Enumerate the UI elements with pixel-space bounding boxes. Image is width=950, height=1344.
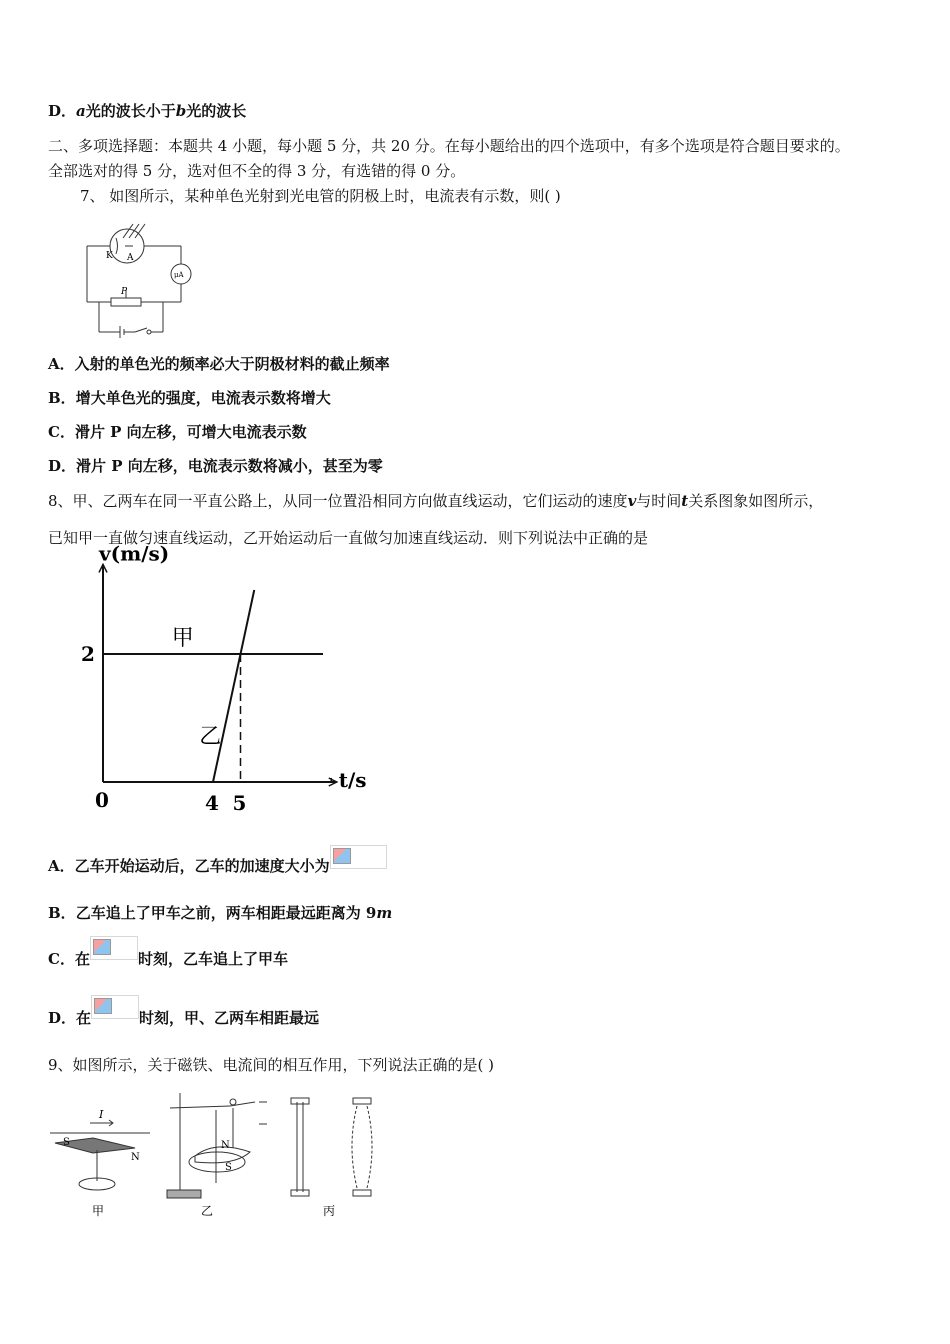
q7-option-c: C．滑片 P 向左移，可增大电流表示数 xyxy=(48,423,307,441)
q7-circuit-figure xyxy=(75,218,205,340)
x-tick-label: 4 xyxy=(205,791,219,815)
q8-option-a: A．乙车开始运动后，乙车的加速度大小为 xyxy=(48,855,387,879)
section2-line1: 二、多项选择题：本题共 4 小题，每小题 5 分，共 20 分。在每小题给出的四个选项中，有多个选项是符合题目要求的。 xyxy=(48,137,850,155)
q6-option-d: D．a光的波长小于b光的波长 xyxy=(48,102,247,120)
label-k: K xyxy=(106,251,113,261)
series-label-jia: 甲 xyxy=(171,626,194,651)
q8-option-b: B．乙车追上了甲车之前，两车相距最远距离为 9m xyxy=(48,904,393,922)
q7-option-a: A．入射的单色光的频率必大于阴极材料的截止频率 xyxy=(48,355,390,373)
series-label-yi: 乙 xyxy=(199,724,222,750)
q7-option-d: D．滑片 P 向左移，电流表示数将减小，甚至为零 xyxy=(48,457,383,475)
q8-option-c: C．在 时刻，乙车追上了甲车 xyxy=(48,948,288,972)
q9-stem: 9、如图所示，关于磁铁、电流间的相互作用，下列说法正确的是( ) xyxy=(48,1056,495,1074)
q8-stem-line1: 8、甲、乙两车在同一平直公路上，从同一位置沿相同方向做直线运动，它们运动的速度v与时间t关系图象如图所示， xyxy=(48,492,824,510)
q9-figure xyxy=(45,1088,395,1223)
q7-stem: 7、 如图所示，某种单色光射到光电管的阴极上时，电流表有示数，则( ) xyxy=(80,187,561,205)
formula-image-placeholder xyxy=(90,936,138,960)
q8-stem-line2: 已知甲一直做匀速直线运动，乙开始运动后一直做匀加速直线运动．则下列说法中正确的是 xyxy=(48,529,649,547)
rheostat-icon xyxy=(111,298,141,306)
label-n2: N xyxy=(221,1140,230,1151)
q7-option-b: B．增大单色光的强度，电流表示数将增大 xyxy=(48,389,331,407)
section2-line2: 全部选对的得 5 分，选对但不全的得 3 分，有选错的得 0 分。 xyxy=(48,162,466,180)
y-axis-label: v(m/s) xyxy=(99,541,170,566)
label-i: I xyxy=(99,1108,104,1121)
vt-chart xyxy=(70,541,420,815)
broken-image-icon xyxy=(333,848,351,864)
label-meter: μA xyxy=(174,271,184,279)
label-jia: 甲 xyxy=(92,1204,105,1218)
label-yi: 乙 xyxy=(201,1204,214,1218)
broken-image-icon xyxy=(93,939,111,955)
x-tick-label: 0 xyxy=(95,788,109,812)
q8-option-d: D．在 时刻，甲、乙两车相距最远 xyxy=(48,1007,319,1031)
label-s2: S xyxy=(225,1162,232,1173)
x-axis-label: t/s xyxy=(338,768,367,792)
broken-image-icon xyxy=(94,998,112,1014)
series-line-yi xyxy=(213,590,254,782)
label-p: P xyxy=(121,287,128,297)
label-bing: 丙 xyxy=(323,1204,336,1218)
formula-image-placeholder xyxy=(330,845,387,869)
label-a: A xyxy=(127,253,134,263)
label-s: S xyxy=(63,1137,70,1148)
y-tick-label: 2 xyxy=(81,642,95,666)
label-n: N xyxy=(131,1152,140,1163)
x-tick-label: 5 xyxy=(232,791,247,815)
formula-image-placeholder xyxy=(91,995,139,1019)
